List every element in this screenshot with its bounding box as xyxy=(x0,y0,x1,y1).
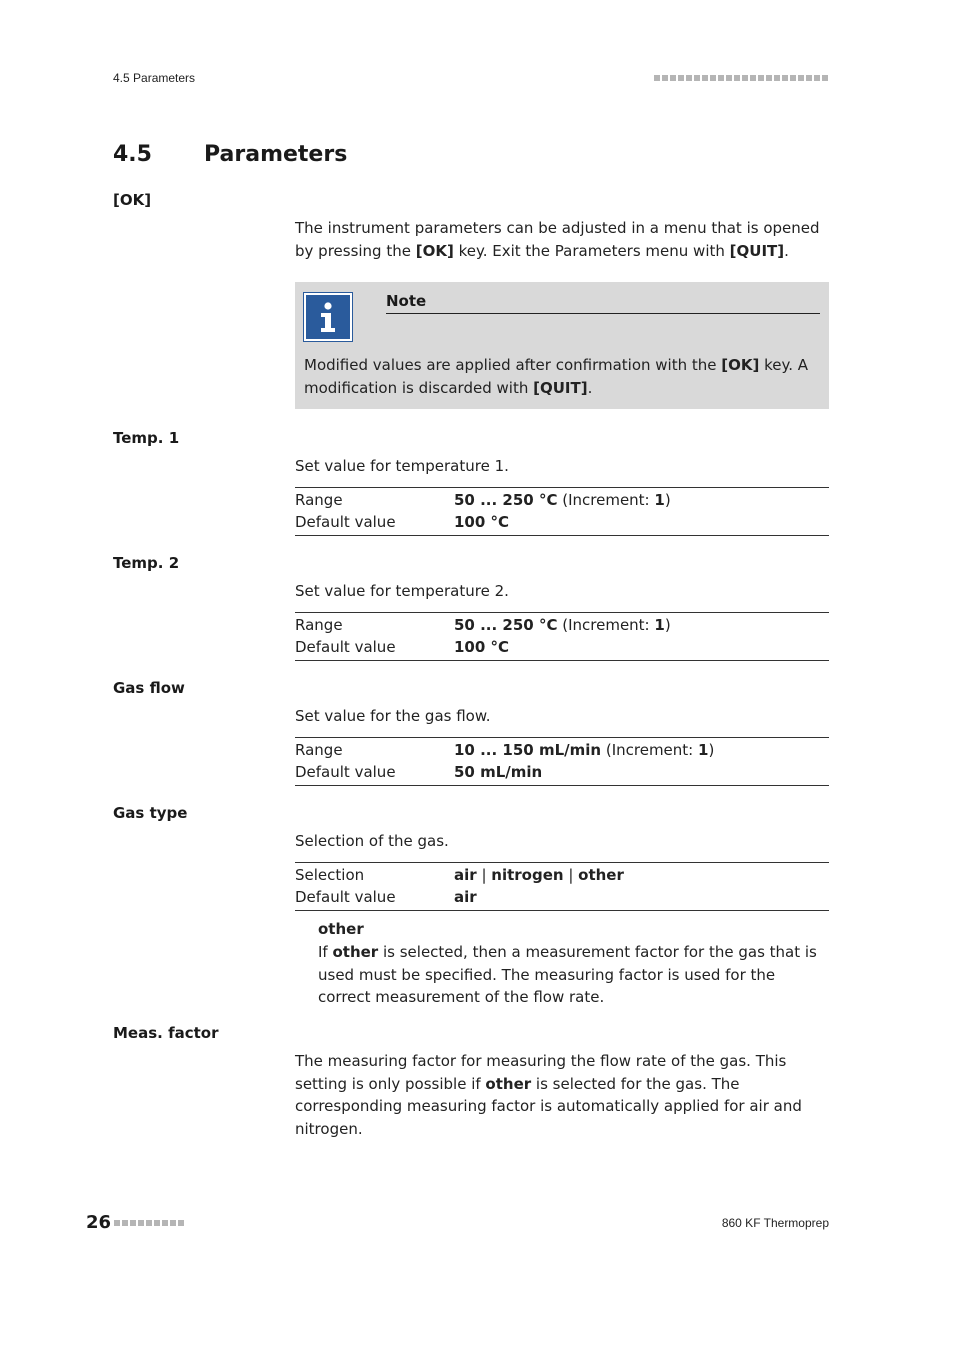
default-value: 100 °C xyxy=(454,513,510,531)
temp1-table xyxy=(295,487,829,536)
running-header-section: 4.5 Parameters xyxy=(113,71,196,85)
default-value: 50 mL/min xyxy=(454,763,543,781)
table-row xyxy=(295,614,829,636)
range-key: Range xyxy=(295,616,343,634)
range-value: 50 ... 250 °C (Increment: 1) xyxy=(454,616,671,634)
selection-key: Selection xyxy=(295,866,365,884)
default-key: Default value xyxy=(295,513,396,531)
note-text: Modified values are applied after confirmation with the [OK] key. A modification is discarded with [QUIT]. xyxy=(304,356,809,397)
section-title: Parameters xyxy=(204,142,348,167)
gasflow-label: Gas flow xyxy=(113,679,185,697)
gasflow-description: Set value for the gas flow. xyxy=(295,707,491,725)
default-value: air xyxy=(454,888,477,906)
section-number: 4.5 xyxy=(113,142,152,167)
measfactor-label: Meas. factor xyxy=(113,1024,219,1042)
gastype-description: Selection of the gas. xyxy=(295,832,449,850)
gastype-label: Gas type xyxy=(113,804,188,822)
default-key: Default value xyxy=(295,763,396,781)
other-option-title: other xyxy=(318,920,364,938)
gastype-table xyxy=(295,862,829,911)
other-option-description: If other is selected, then a measurement factor for the gas that is used must be specified. The measuring factor is used for the correct measurement of the flow rate. xyxy=(318,943,817,1006)
temp2-table xyxy=(295,612,829,661)
default-key: Default value xyxy=(295,888,396,906)
temp2-label: Temp. 2 xyxy=(113,554,180,572)
note-rule xyxy=(386,313,820,314)
range-key: Range xyxy=(295,741,343,759)
table-row xyxy=(295,864,829,886)
table-row xyxy=(295,489,829,511)
temp2-description: Set value for temperature 2. xyxy=(295,582,509,600)
gasflow-table xyxy=(295,737,829,786)
info-icon xyxy=(304,293,352,341)
ok-description: The instrument parameters can be adjusted in a menu that is opened by pressing the [OK] key. Exit the Parameters menu with [QUIT]. xyxy=(295,219,820,260)
temp1-description: Set value for temperature 1. xyxy=(295,457,509,475)
temp1-label: Temp. 1 xyxy=(113,429,180,447)
table-row xyxy=(295,761,829,783)
footer-product-name: 860 KF Thermoprep xyxy=(721,1216,829,1230)
table-row xyxy=(295,739,829,761)
footer-decoration xyxy=(114,1220,184,1226)
default-value: 100 °C xyxy=(454,638,510,656)
table-row xyxy=(295,636,829,658)
measfactor-description: The measuring factor for measuring the flow rate of the gas. This setting is only possible if other is selected for the gas. The corresponding measuring factor is automatically applied for air and nitrogen. xyxy=(295,1052,802,1138)
note-title: Note xyxy=(386,292,427,310)
default-key: Default value xyxy=(295,638,396,656)
page-number: 26 xyxy=(86,1212,112,1233)
table-row xyxy=(295,886,829,908)
table-row xyxy=(295,511,829,533)
range-key: Range xyxy=(295,491,343,509)
range-value: 10 ... 150 mL/min (Increment: 1) xyxy=(454,741,715,759)
range-value: 50 ... 250 °C (Increment: 1) xyxy=(454,491,671,509)
selection-value: air | nitrogen | other xyxy=(454,866,624,884)
header-decoration xyxy=(654,75,828,81)
note-box xyxy=(295,282,829,409)
ok-label: [OK] xyxy=(113,191,152,209)
